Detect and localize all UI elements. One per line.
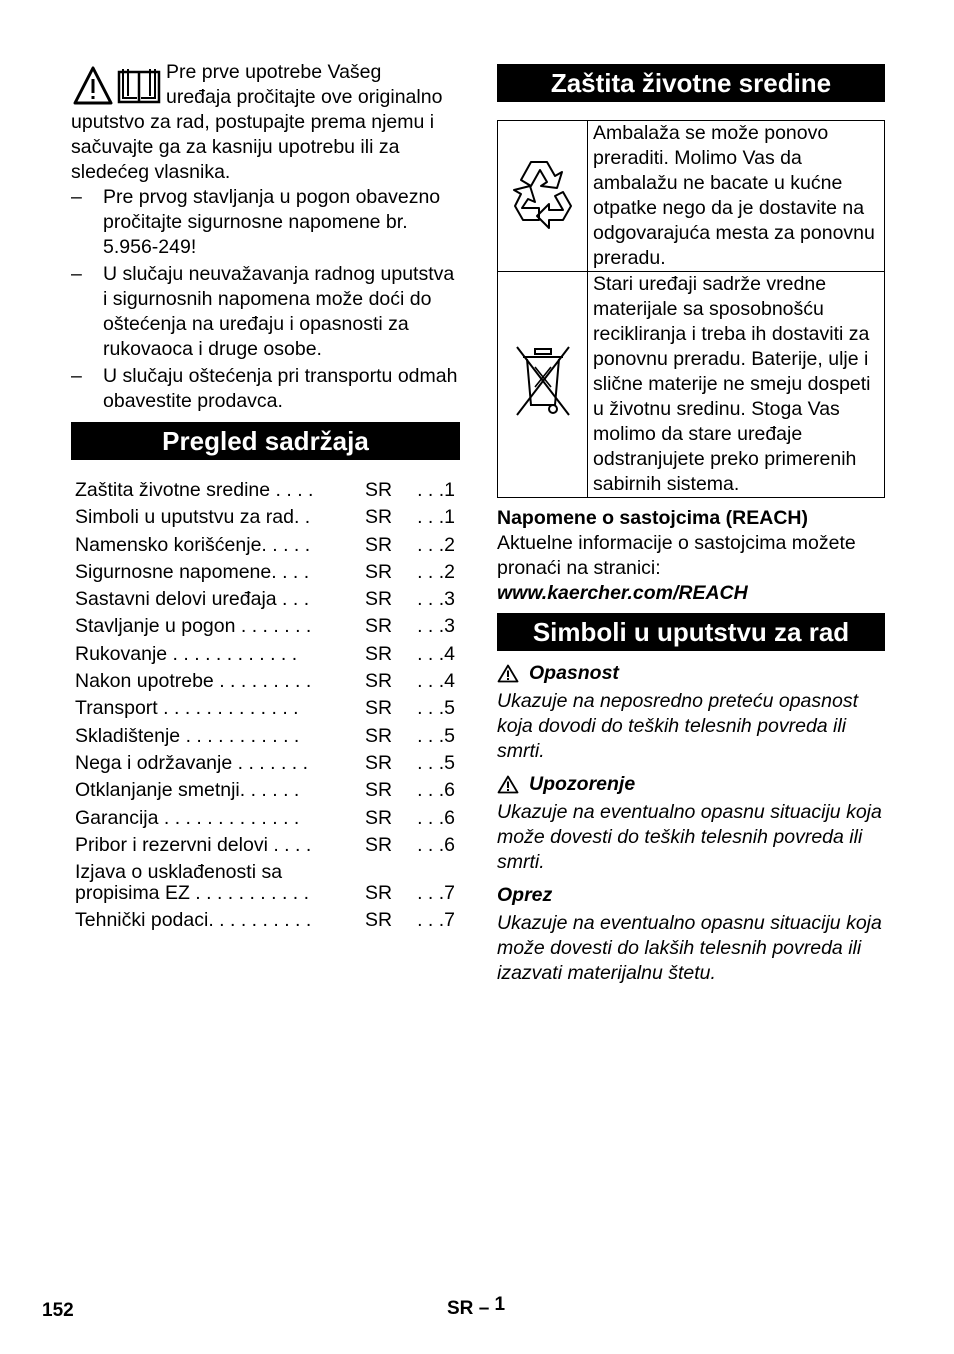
recycle-icon (505, 156, 581, 230)
toc-lang: SR (365, 724, 393, 747)
toc-page: . . .1 (417, 506, 455, 529)
symbol-text: Ukazuje na eventualno opasnu situaciju koja može dovesti do teških telesnih povreda ili smrti. (497, 801, 882, 873)
toc-row[interactable]: Izjava o usklađenosti sa propisima EZ . . . . . . . . . . . SR . . .7 (75, 859, 460, 907)
toc-title: Transport (75, 697, 158, 720)
toc-page: . . .5 (417, 751, 455, 774)
toc-row[interactable]: Nega i održavanje . . . . . . . SR . . .5 (75, 750, 460, 777)
intro-line-1: Pre prve upotrebe Vašeg (166, 61, 382, 83)
toc-row[interactable]: Stavljanje u pogon . . . . . . . SR . . .3 (75, 613, 460, 640)
toc-lang: SR (365, 806, 393, 829)
symbol-title: Upozorenje (529, 773, 636, 795)
toc-title: Pribor i rezervni delovi (75, 833, 268, 856)
warning-and-manual-icon (73, 66, 163, 106)
toc-title: Stavljanje u pogon (75, 615, 236, 638)
symbols-heading: Simboli u uputstvu za rad (497, 613, 885, 651)
symbol-caution (497, 883, 885, 908)
toc-row[interactable]: Rukovanje . . . . . . . . . . . . SR . . .4 (75, 641, 460, 668)
reach-heading: Napomene o sastojcima (REACH) (497, 507, 808, 529)
table-row (498, 272, 885, 498)
toc-title: Otklanjanje smetnji (75, 779, 240, 802)
toc-title: Tehnički podaci (75, 909, 209, 932)
toc-row[interactable]: Namensko korišćenje. . . . . SR . . .2 (75, 532, 460, 559)
warning-triangle-icon (497, 775, 519, 794)
toc-title: Nega i održavanje (75, 751, 233, 774)
toc-title: Namensko korišćenje (75, 533, 262, 556)
toc-row[interactable]: Tehnički podaci. . . . . . . . . . SR . . .7 (75, 907, 460, 934)
toc-lang: SR (365, 909, 393, 932)
toc-page: . . .4 (417, 642, 455, 665)
reach-text: Aktuelne informacije o sastojcima možete pronaći na stranici: (497, 532, 856, 579)
toc-title: Simboli u uputstvu za rad (75, 506, 294, 529)
toc-page: . . .7 (417, 909, 455, 932)
intro-line-5: sledećeg vlasnika. (71, 161, 231, 183)
toc-page: . . .1 (417, 479, 455, 501)
toc-row[interactable]: Nakon upotrebe . . . . . . . . . SR . . .4 (75, 668, 460, 695)
toc-page: . . .5 (417, 697, 455, 720)
toc-title: Garancija (75, 806, 159, 829)
toc-lang: SR (365, 697, 393, 720)
section-page-label: SR – 1 (447, 1294, 506, 1319)
intro-line-2: uređaja pročitajte ove originalno (166, 86, 443, 108)
environment-table (497, 120, 885, 498)
toc-lang: SR (365, 779, 393, 802)
environment-heading: Zaštita životne sredine (497, 64, 885, 102)
toc-lang: SR (365, 615, 393, 638)
toc-title: Sigurnosne napomene (75, 560, 272, 583)
intro-bullet: – U slučaju neuvažavanja radnog uputstva i sigurnosnih napomena može doći do oštećenja na uređaju i opasnosti za rukovaoca i druge osobe. (71, 262, 460, 362)
symbol-text: Ukazuje na eventualno opasnu situaciju koja može dovesti do lakših telesnih povreda ili izazvati materijalnu štetu. (497, 912, 882, 984)
toc-row[interactable]: Transport . . . . . . . . . . . . . SR . . .5 (75, 695, 460, 722)
toc-page: . . .5 (417, 724, 455, 747)
toc-title: Izjava o usklađenosti sa propisima EZ (75, 861, 283, 905)
symbol-title: Opasnost (529, 662, 619, 684)
toc-lang: SR (365, 882, 393, 905)
toc-lang: SR (365, 479, 393, 501)
toc-page: . . .3 (417, 588, 455, 611)
toc-page: . . .2 (417, 533, 455, 556)
toc-title: Skladištenje (75, 724, 181, 747)
toc-page: . . .6 (417, 833, 455, 856)
toc-lang: SR (365, 506, 393, 529)
toc-lang: SR (365, 588, 393, 611)
symbol-text: Ukazuje na neposredno preteću opasnost koja dovodi do teških telesnih povreda ili smrti. (497, 690, 858, 762)
toc-row[interactable]: Sigurnosne napomene. . . . SR . . .2 (75, 559, 460, 586)
toc-page: . . .2 (417, 560, 455, 583)
left-column (71, 60, 460, 934)
toc-lang: SR (365, 833, 393, 856)
toc-page: . . .7 (417, 882, 455, 905)
crossed-bin-icon (513, 343, 573, 419)
toc-row[interactable]: Sastavni delovi uređaja . . . SR . . .3 (75, 586, 460, 613)
intro-bullet: – Pre prvog stavljanja u pogon obavezno pročitajte sigurnosne napomene br. 5.956-249! (71, 185, 460, 260)
toc-lang: SR (365, 642, 393, 665)
toc-title: Zaštita životne sredine (75, 479, 271, 501)
toc-title: Nakon upotrebe (75, 670, 214, 693)
toc-lang: SR (365, 533, 393, 556)
toc-page: . . .6 (417, 779, 455, 802)
toc-row[interactable]: Garancija . . . . . . . . . . . . . SR . . .6 (75, 805, 460, 832)
toc-title: Sastavni delovi uređaja (75, 588, 277, 611)
environment-text: Stari uređaji sadrže vredne materijale sa sposobnošću recikliranja i treba ih dostaviti za ponovnu preradu. Baterije, ulje i slične materije ne smeju dospeti u životnu sredinu. Stoga Vas molimo da stare uređaje odstranjujete preko primerenih sabirnih sistema. (588, 272, 885, 498)
symbol-warning (497, 772, 885, 797)
intro-bullet: – U slučaju oštećenja pri transportu odmah obavestite prodavca. (71, 364, 460, 414)
intro-line-4: sačuvajte ga za kasniju upotrebu ili za (71, 136, 400, 158)
toc-lang: SR (365, 560, 393, 583)
right-column (497, 64, 885, 986)
symbol-title: Oprez (497, 884, 553, 906)
symbol-danger (497, 661, 885, 686)
toc-row[interactable]: Zaštita životne sredine . . . . SR . . .1 (75, 477, 460, 504)
toc-heading: Pregled sadržaja (71, 422, 460, 460)
toc-row[interactable]: Skladištenje . . . . . . . . . . . SR . . .5 (75, 723, 460, 750)
warning-triangle-icon (497, 664, 519, 683)
toc-page: . . .4 (417, 670, 455, 693)
intro-line-3: uputstvo za rad, postupajte prema njemu i (71, 111, 435, 133)
toc-page: . . .3 (417, 615, 455, 638)
intro-block (71, 60, 460, 185)
page-number: 152 (42, 1300, 74, 1321)
toc-row[interactable]: Pribor i rezervni delovi . . . . SR . . .6 (75, 832, 460, 859)
table-of-contents (71, 477, 460, 934)
toc-title: Rukovanje (75, 642, 168, 665)
toc-row[interactable]: Simboli u uputstvu za rad. . SR . . .1 (75, 504, 460, 531)
toc-page: . . .6 (417, 806, 455, 829)
toc-row[interactable]: Otklanjanje smetnji. . . . . . SR . . .6 (75, 777, 460, 804)
reach-link[interactable]: www.kaercher.com/REACH (497, 582, 748, 604)
toc-lang: SR (365, 751, 393, 774)
toc-lang: SR (365, 670, 393, 693)
intro-bullet-list (71, 185, 460, 414)
table-row (498, 121, 885, 272)
environment-text: Ambalaža se može ponovo preraditi. Molimo Vas da ambalažu ne bacate u kućne otpatke nego da je dostavite na odgovarajuća mesta za ponovnu preradu. (588, 121, 885, 272)
